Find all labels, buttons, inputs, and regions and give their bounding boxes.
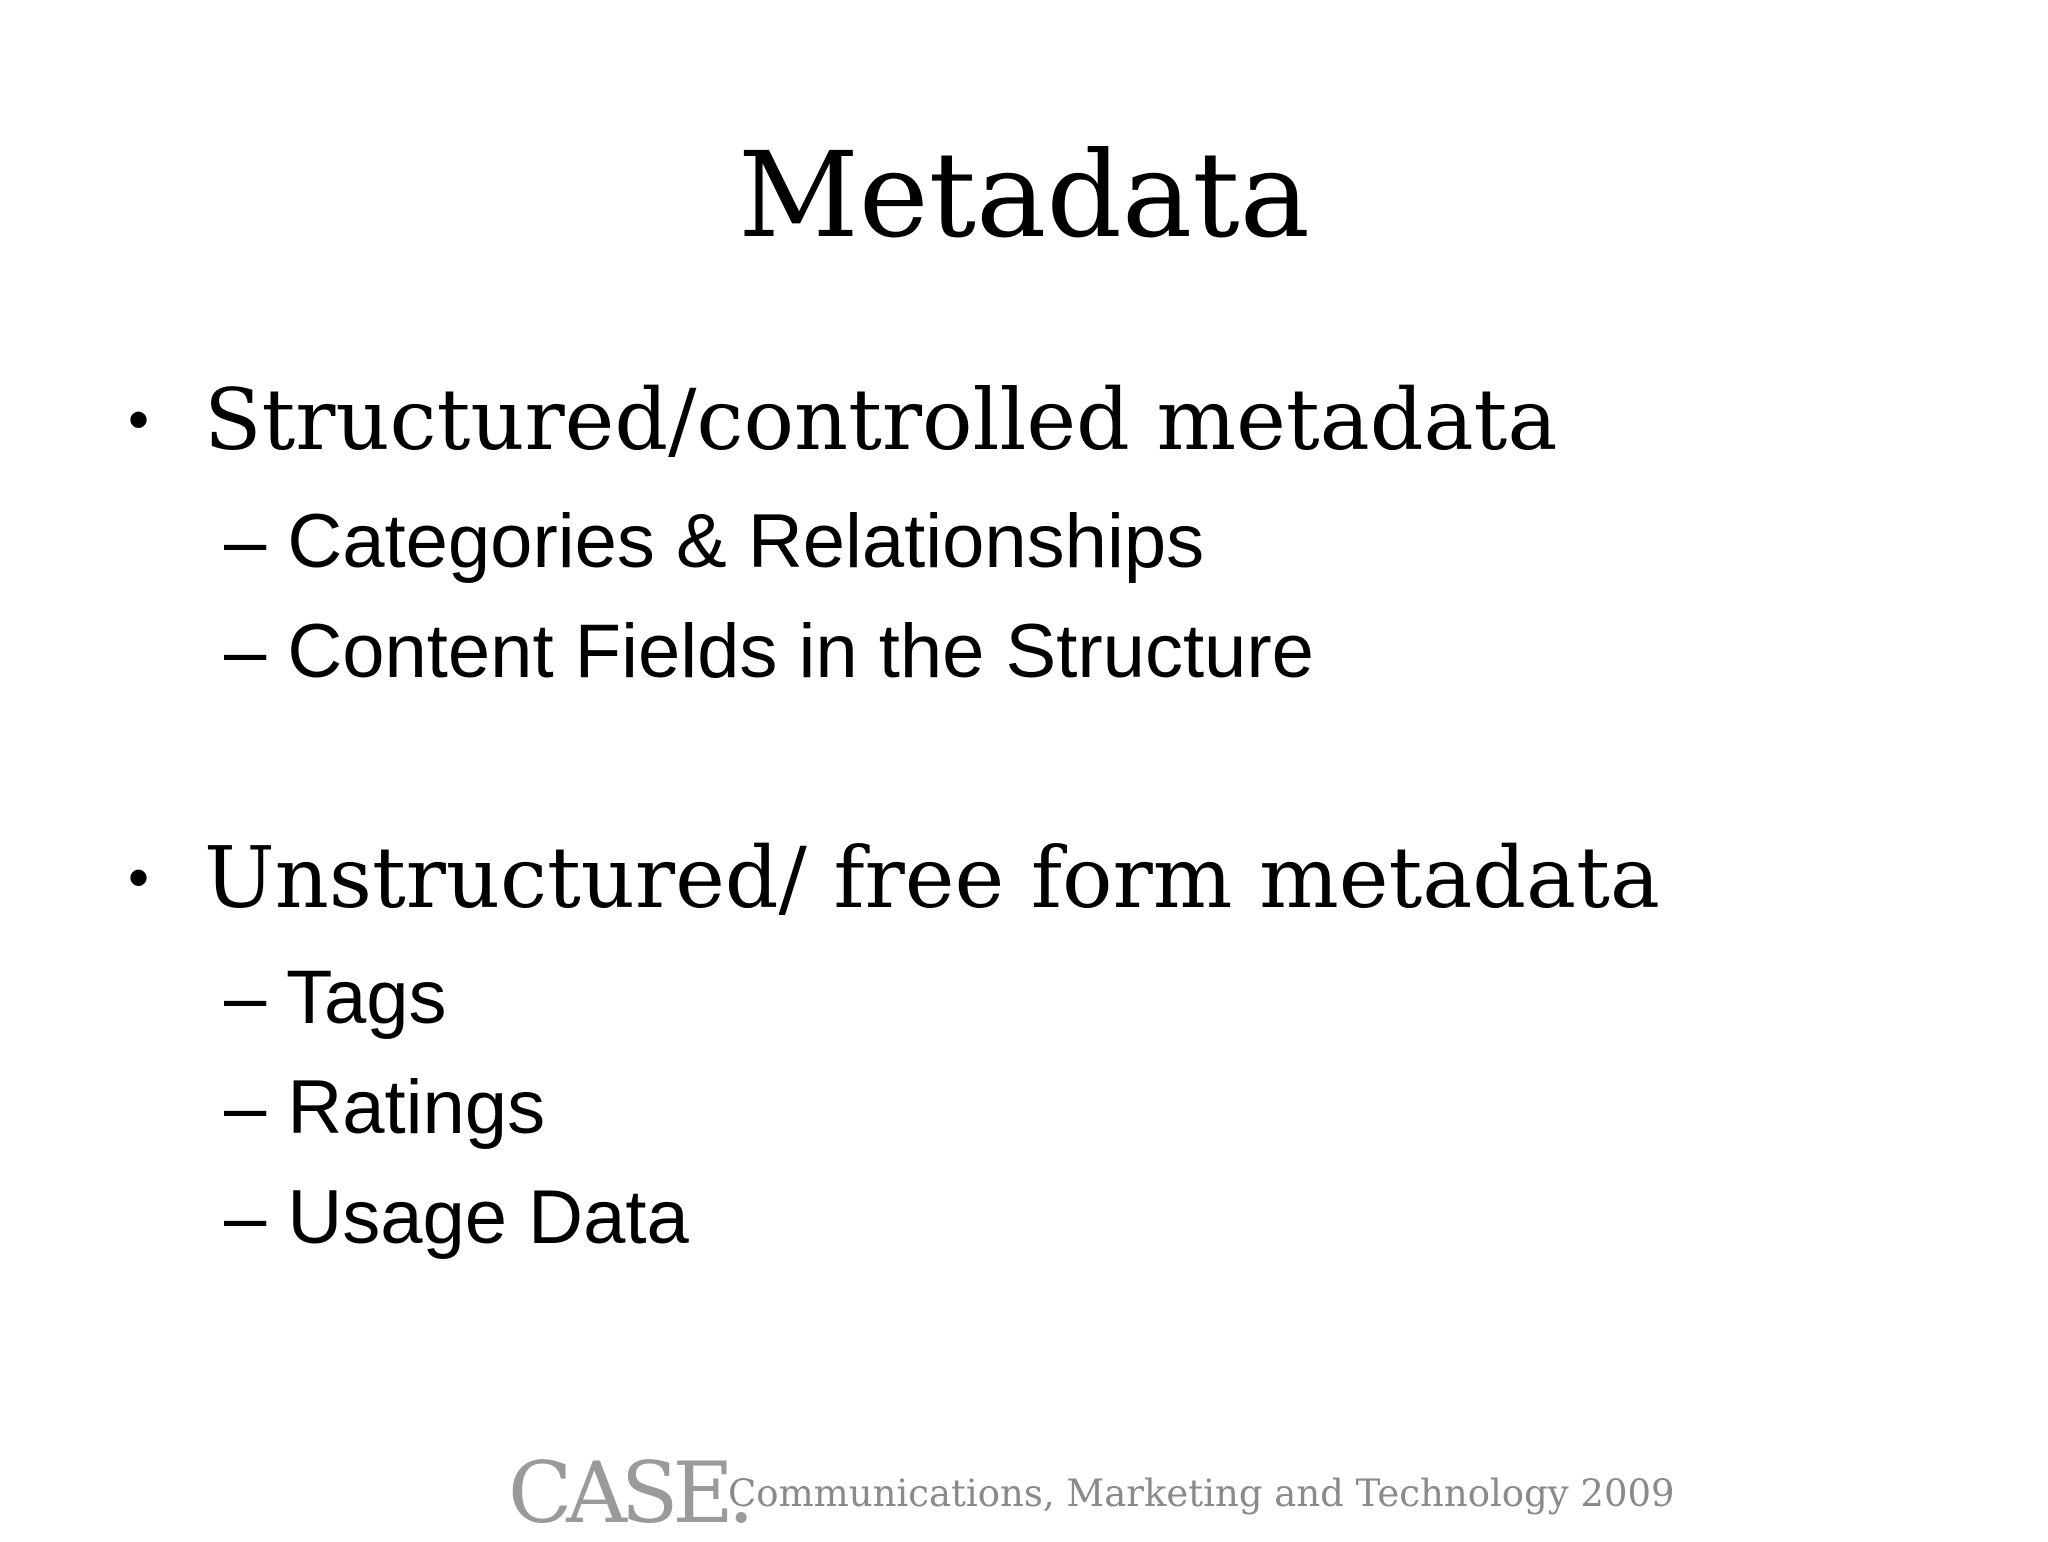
bullet-marker: • [128,386,150,453]
sub-item-usage-data: – Usage Data [224,1175,689,1260]
bullet-heading: Structured/controlled metadata [204,371,1558,469]
sub-item-tags: – Tags [224,955,447,1040]
bullet-marker: • [128,844,150,911]
footer-tagline: Communications, Marketing and Technology 2009 [728,1472,1675,1515]
sub-item-ratings: – Ratings [224,1065,546,1150]
sub-item-content-fields: – Content Fields in the Structure [224,609,1314,694]
footer [508,1444,1675,1542]
bullet-heading: Unstructured/ free form metadata [204,829,1660,927]
slide-title: Metadata [737,126,1311,264]
sub-item-categories: – Categories & Relationships [224,499,1205,584]
case-logo: CASE. [508,1444,749,1542]
